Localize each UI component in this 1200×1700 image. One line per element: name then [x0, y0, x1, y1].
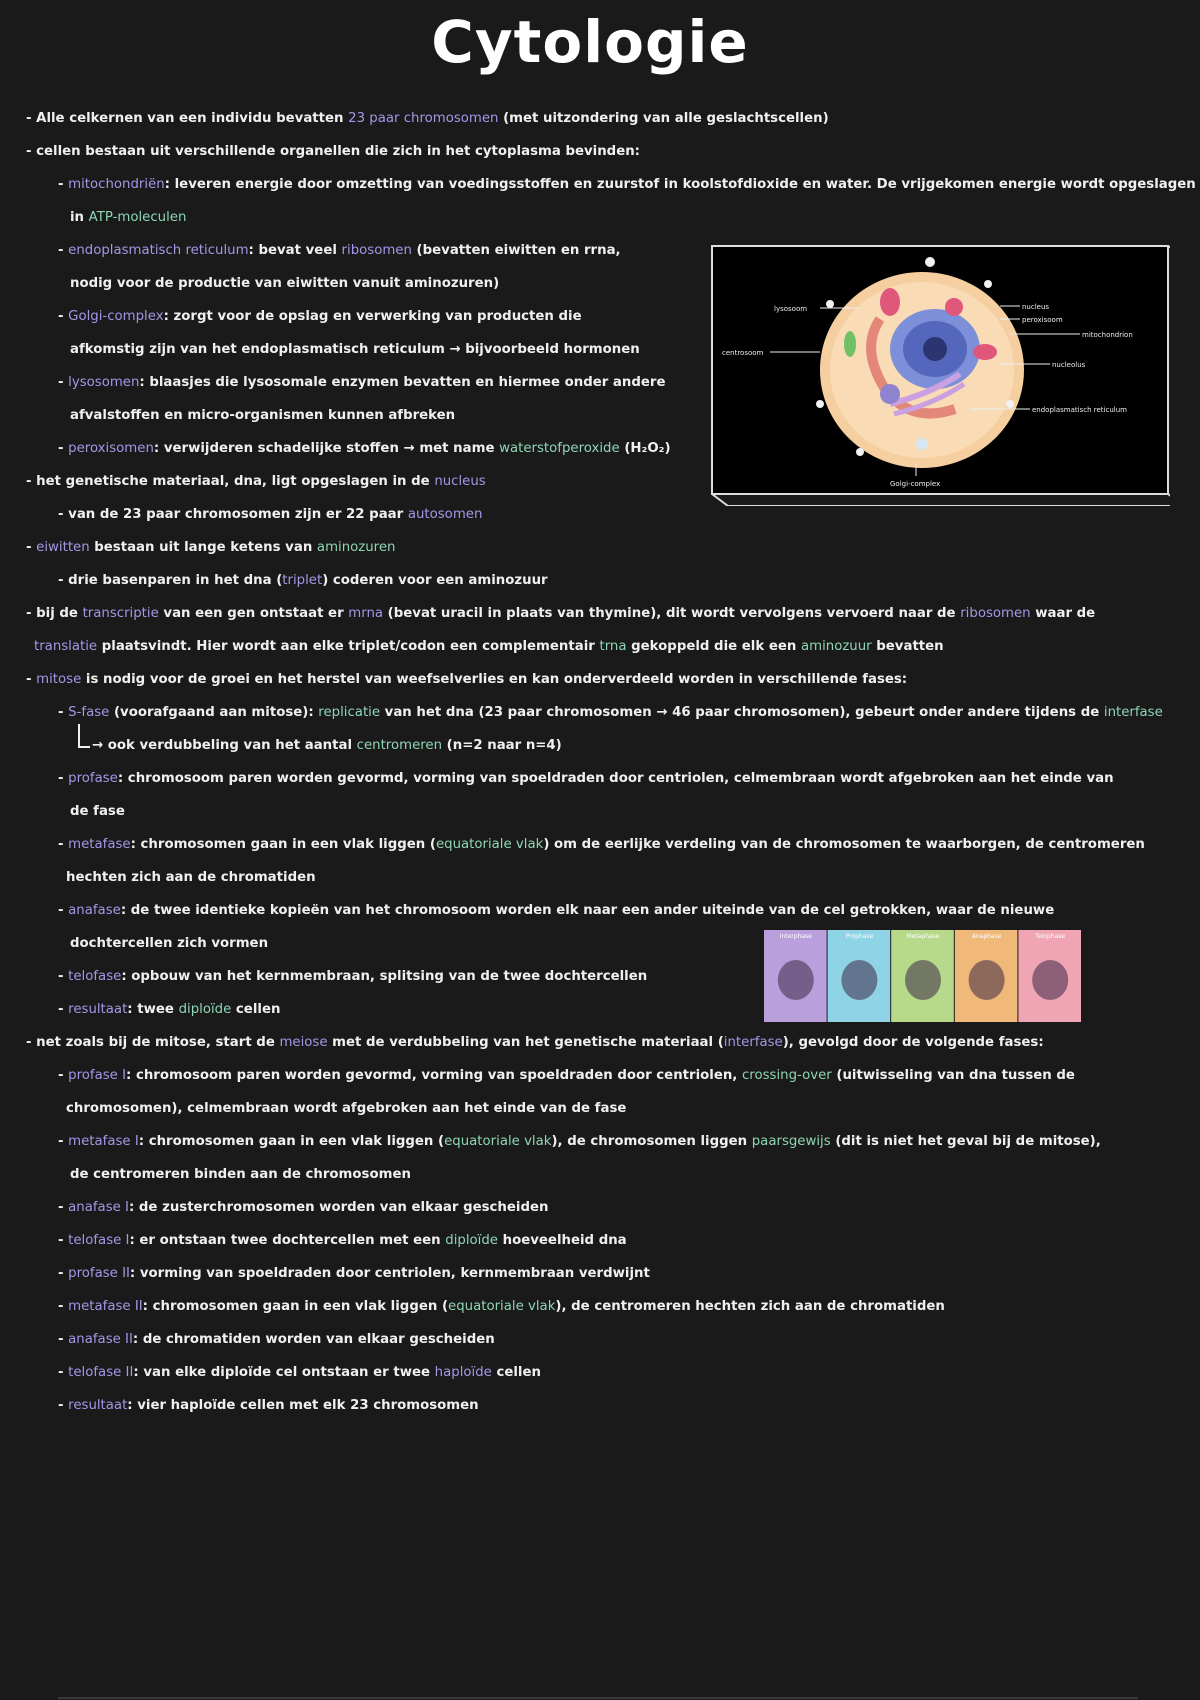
note-text: hechten zich aan de chromatiden	[66, 870, 316, 885]
note-text: -	[58, 309, 69, 324]
note-text: : chromosomen gaan in een vlak liggen (	[138, 1134, 445, 1149]
note-text: -	[58, 1266, 69, 1281]
phase-panel	[955, 930, 1018, 1022]
note-text: -	[58, 1398, 69, 1413]
note-line	[70, 209, 186, 227]
note-line	[26, 473, 486, 491]
note-text: hoeveelheid dna	[498, 1233, 627, 1248]
highlighted-term: diploïde	[178, 1002, 232, 1017]
highlighted-term: diploïde	[445, 1233, 498, 1248]
note-line	[66, 1100, 626, 1118]
phase-panel	[1018, 930, 1081, 1022]
highlighted-term: aminozuur	[800, 639, 872, 654]
note-line	[58, 440, 671, 458]
note-line	[58, 836, 1145, 854]
phase-panel	[828, 930, 891, 1022]
note-text: - het genetische materiaal, dna, ligt opgeslagen in de	[26, 474, 435, 489]
note-text: : de chromatiden worden van elkaar gescheiden	[132, 1332, 495, 1347]
note-line	[58, 1133, 1101, 1151]
note-text: : er ontstaan twee dochtercellen met een	[129, 1233, 446, 1248]
highlighted-term: anafase	[68, 903, 121, 918]
note-text: (n=2 naar n=4)	[442, 738, 562, 753]
highlighted-term: mrna	[348, 606, 384, 621]
note-text: -	[58, 375, 69, 390]
note-text: cellen	[491, 1365, 541, 1380]
page-title: Cytologie	[431, 8, 749, 76]
highlighted-term: replicatie	[318, 705, 381, 720]
note-text: ), de centromeren hechten zich aan de chromatiden	[555, 1299, 945, 1314]
phase-panel	[764, 930, 827, 1022]
highlighted-term: paarsgewijs	[751, 1134, 831, 1149]
highlighted-term: meiose	[279, 1035, 328, 1050]
highlighted-term: profase I	[68, 1068, 126, 1083]
note-line	[26, 539, 395, 557]
highlighted-term: metafase	[68, 837, 131, 852]
note-text: (dit is niet het geval bij de mitose),	[830, 1134, 1101, 1149]
note-text: : van elke diploïde cel ontstaan er twee	[133, 1365, 435, 1380]
label-er: endoplasmatisch reticulum	[1032, 406, 1127, 414]
note-text: (bevat uracil in plaats van thymine), dit wordt vervolgens vervoerd naar de	[383, 606, 961, 621]
note-text: : chromosomen gaan in een vlak liggen (	[130, 837, 436, 852]
note-line	[58, 1067, 1075, 1085]
note-text: - Alle celkernen van een individu bevatten	[26, 111, 349, 126]
note-text: -	[58, 1068, 69, 1083]
note-text: : vorming van spoeldraden door centriolen, kernmembraan verdwijnt	[129, 1266, 650, 1281]
note-text: : bevat veel	[248, 243, 342, 258]
highlighted-term: telofase II	[68, 1365, 134, 1380]
highlighted-term: interfase	[723, 1035, 783, 1050]
note-text: : chromosoom paren worden gevormd, vorming van spoeldraden door centriolen,	[126, 1068, 742, 1083]
note-line	[70, 935, 268, 953]
note-text: : de twee identieke kopieën van het chromosoom worden elk naar een ander uiteinde van de cel getrokken, waar de nieuwe	[120, 903, 1055, 918]
note-line	[58, 506, 482, 524]
note-line	[70, 407, 455, 425]
note-line	[58, 1001, 280, 1019]
note-line	[26, 1034, 1044, 1052]
note-text: ) om de eerlijke verdeling van de chromosomen te waarborgen, de centromeren	[543, 837, 1145, 852]
note-text: -	[58, 969, 69, 984]
note-line	[58, 1364, 541, 1382]
highlighted-term: metafase II	[68, 1299, 143, 1314]
highlighted-term: metafase I	[68, 1134, 139, 1149]
highlighted-term: lysosomen	[68, 375, 140, 390]
note-text: → ook verdubbeling van het aantal	[92, 738, 357, 753]
note-line	[26, 110, 829, 128]
highlighted-term: equatoriale vlak	[444, 1134, 552, 1149]
note-line	[58, 704, 1163, 722]
note-text: in	[70, 210, 89, 225]
note-text: -	[58, 177, 69, 192]
note-text: : leveren energie door omzetting van voedingsstoffen en zuurstof in koolstofdioxide en water. De vrijgekomen energie wordt opgeslagen	[164, 177, 1196, 192]
note-text: - cellen bestaan uit verschillende organellen die zich in het cytoplasma bevinden:	[26, 144, 640, 159]
highlighted-term: mitose	[36, 672, 82, 687]
note-text: ), gevolgd door de volgende fases:	[782, 1035, 1044, 1050]
note-text: : verwijderen schadelijke stoffen → met name	[153, 441, 500, 456]
highlighted-term: telofase	[68, 969, 122, 984]
highlighted-term: anafase II	[68, 1332, 133, 1347]
note-line	[58, 1199, 548, 1217]
highlighted-term: peroxisomen	[68, 441, 154, 456]
highlighted-term: 23 paar chromosomen	[348, 111, 499, 126]
hook-arrow-icon	[78, 724, 90, 748]
note-text: -	[26, 540, 37, 555]
phase-label: Metaphase	[906, 933, 940, 940]
highlighted-term: resultaat	[68, 1002, 128, 1017]
note-text: van het dna (23 paar chromosomen → 46 paar chromosomen), gebeurt onder andere tijdens de	[380, 705, 1104, 720]
note-text: afkomstig zijn van het endoplasmatisch reticulum → bijvoorbeeld hormonen	[70, 342, 640, 357]
note-text: ), de chromosomen liggen	[551, 1134, 752, 1149]
highlighted-term: endoplasmatisch reticulum	[68, 243, 249, 258]
highlighted-term: Golgi-complex	[68, 309, 164, 324]
note-line	[58, 1265, 650, 1283]
note-text: is nodig voor de groei en het herstel van weefselverlies en kan onderverdeeld worden in verschillende fases:	[81, 672, 908, 687]
note-line	[58, 572, 548, 590]
note-text: -	[58, 837, 69, 852]
note-text: - van de 23 paar chromosomen zijn er 22 paar	[58, 507, 408, 522]
highlighted-term: telofase I	[68, 1233, 130, 1248]
note-line	[58, 968, 647, 986]
note-text: chromosomen), celmembraan wordt afgebroken aan het einde van de fase	[66, 1101, 627, 1116]
note-text: dochtercellen zich vormen	[70, 936, 269, 951]
note-text: -	[58, 243, 69, 258]
note-line	[70, 275, 499, 293]
note-text: nodig voor de productie van eiwitten vanuit aminozuren)	[70, 276, 500, 291]
highlighted-term: haploïde	[434, 1365, 492, 1380]
note-line	[70, 341, 640, 359]
note-line	[92, 737, 562, 755]
highlighted-term: resultaat	[68, 1398, 128, 1413]
highlighted-term: triplet	[282, 573, 323, 588]
highlighted-term: S-fase	[68, 705, 110, 720]
highlighted-term: aminozuren	[316, 540, 396, 555]
highlighted-term: trna	[599, 639, 627, 654]
highlighted-term: crossing-over	[742, 1068, 832, 1083]
label-nucleus: nucleus	[1022, 303, 1050, 311]
note-text: gekoppeld die elk een	[626, 639, 801, 654]
note-text: - net zoals bij de mitose, start de	[26, 1035, 280, 1050]
highlighted-term: transcriptie	[82, 606, 159, 621]
note-text: : vier haploïde cellen met elk 23 chromosomen	[127, 1398, 479, 1413]
label-golgi: Golgi-complex	[890, 480, 941, 488]
highlighted-term: equatoriale vlak	[448, 1299, 556, 1314]
note-text: : chromosoom paren worden gevormd, vorming van spoeldraden door centriolen, celmembraan wordt afgebroken aan het einde van	[117, 771, 1114, 786]
note-text: ) coderen voor een aminozuur	[322, 573, 548, 588]
highlighted-term: anafase I	[68, 1200, 129, 1215]
note-text: (uitwisseling van dna tussen de	[831, 1068, 1075, 1083]
note-line	[58, 374, 665, 392]
note-text: - bij de	[26, 606, 83, 621]
note-text: : blaasjes die lysosomale enzymen bevatten en hiermee onder andere	[139, 375, 666, 390]
highlighted-term: autosomen	[407, 507, 483, 522]
note-line	[58, 242, 621, 260]
note-text: : opbouw van het kernmembraan, splitsing van de twee dochtercellen	[121, 969, 648, 984]
highlighted-term: mitochondriën	[68, 177, 165, 192]
note-line	[26, 671, 907, 689]
note-line	[58, 1232, 627, 1250]
highlighted-term: profase	[68, 771, 118, 786]
note-text: -	[58, 441, 69, 456]
note-line	[58, 1331, 495, 1349]
note-line	[58, 902, 1054, 920]
phase-label: Anaphase	[971, 933, 1002, 940]
highlighted-term: ATP-moleculen	[88, 210, 187, 225]
note-line	[66, 869, 316, 887]
note-line	[58, 1397, 479, 1415]
highlighted-term: interfase	[1103, 705, 1163, 720]
highlighted-term: profase II	[68, 1266, 130, 1281]
note-line	[58, 770, 1114, 788]
footer-divider	[58, 1697, 1138, 1699]
cell-diagram	[710, 244, 1170, 506]
note-line	[70, 1166, 411, 1184]
note-text: afvalstoffen en micro-organismen kunnen afbreken	[70, 408, 456, 423]
highlighted-term: ribosomen	[960, 606, 1031, 621]
note-text: (bevatten eiwitten en rrna,	[411, 243, 621, 258]
note-line	[58, 308, 582, 326]
note-line	[26, 143, 640, 161]
note-text: plaatsvindt. Hier wordt aan elke triplet/codon een complementair	[97, 639, 600, 654]
label-mitochondrion: mitochondrion	[1082, 331, 1133, 339]
highlighted-term: ribosomen	[341, 243, 412, 258]
note-text: -	[58, 1365, 69, 1380]
note-text: waar de	[1030, 606, 1096, 621]
phase-label: Interphase	[779, 933, 812, 940]
note-text: : twee	[127, 1002, 179, 1017]
label-peroxisoom: peroxisoom	[1022, 316, 1063, 324]
phase-panel	[891, 930, 954, 1022]
note-text: de centromeren binden aan de chromosomen	[70, 1167, 411, 1182]
note-text: -	[58, 903, 69, 918]
note-line	[34, 638, 944, 656]
phase-label: Prophase	[845, 933, 874, 940]
note-text: met de verdubbeling van het genetische materiaal (	[327, 1035, 724, 1050]
note-text: : zorgt voor de opslag en verwerking van producten die	[163, 309, 582, 324]
note-text: (H₂O₂)	[619, 441, 671, 456]
note-text: (voorafgaand aan mitose):	[109, 705, 319, 720]
note-text: de fase	[70, 804, 125, 819]
note-text: : de zusterchromosomen worden van elkaar gescheiden	[128, 1200, 549, 1215]
label-nucleolus: nucleolus	[1052, 361, 1086, 369]
note-text: cellen	[231, 1002, 281, 1017]
note-text: -	[58, 1299, 69, 1314]
label-lysosoom: lysosoom	[774, 305, 808, 313]
note-text: - drie basenparen in het dna (	[58, 573, 283, 588]
note-text: -	[58, 1134, 69, 1149]
highlighted-term: centromeren	[356, 738, 443, 753]
note-line	[58, 176, 1196, 194]
note-text: -	[26, 672, 37, 687]
note-text: -	[58, 1200, 69, 1215]
label-centrosoom: centrosoom	[722, 349, 764, 357]
note-text: -	[58, 1233, 69, 1248]
highlighted-term: translatie	[34, 639, 98, 654]
note-text: -	[58, 1002, 69, 1017]
note-text: : chromosomen gaan in een vlak liggen (	[142, 1299, 449, 1314]
note-text: van een gen ontstaat er	[158, 606, 349, 621]
note-text: -	[58, 1332, 69, 1347]
note-line	[70, 803, 125, 821]
note-line	[26, 605, 1095, 623]
phase-label: Telophase	[1035, 933, 1066, 940]
mitosis-phase-strip	[764, 930, 1082, 1022]
note-text: (met uitzondering van alle geslachtscellen)	[498, 111, 829, 126]
note-text: bevatten	[871, 639, 944, 654]
highlighted-term: equatoriale vlak	[435, 837, 544, 852]
highlighted-term: nucleus	[434, 474, 486, 489]
note-line	[58, 1298, 945, 1316]
note-text: -	[58, 771, 69, 786]
highlighted-term: eiwitten	[36, 540, 90, 555]
note-text: bestaan uit lange ketens van	[89, 540, 317, 555]
note-text: -	[58, 705, 69, 720]
highlighted-term: waterstofperoxide	[499, 441, 620, 456]
